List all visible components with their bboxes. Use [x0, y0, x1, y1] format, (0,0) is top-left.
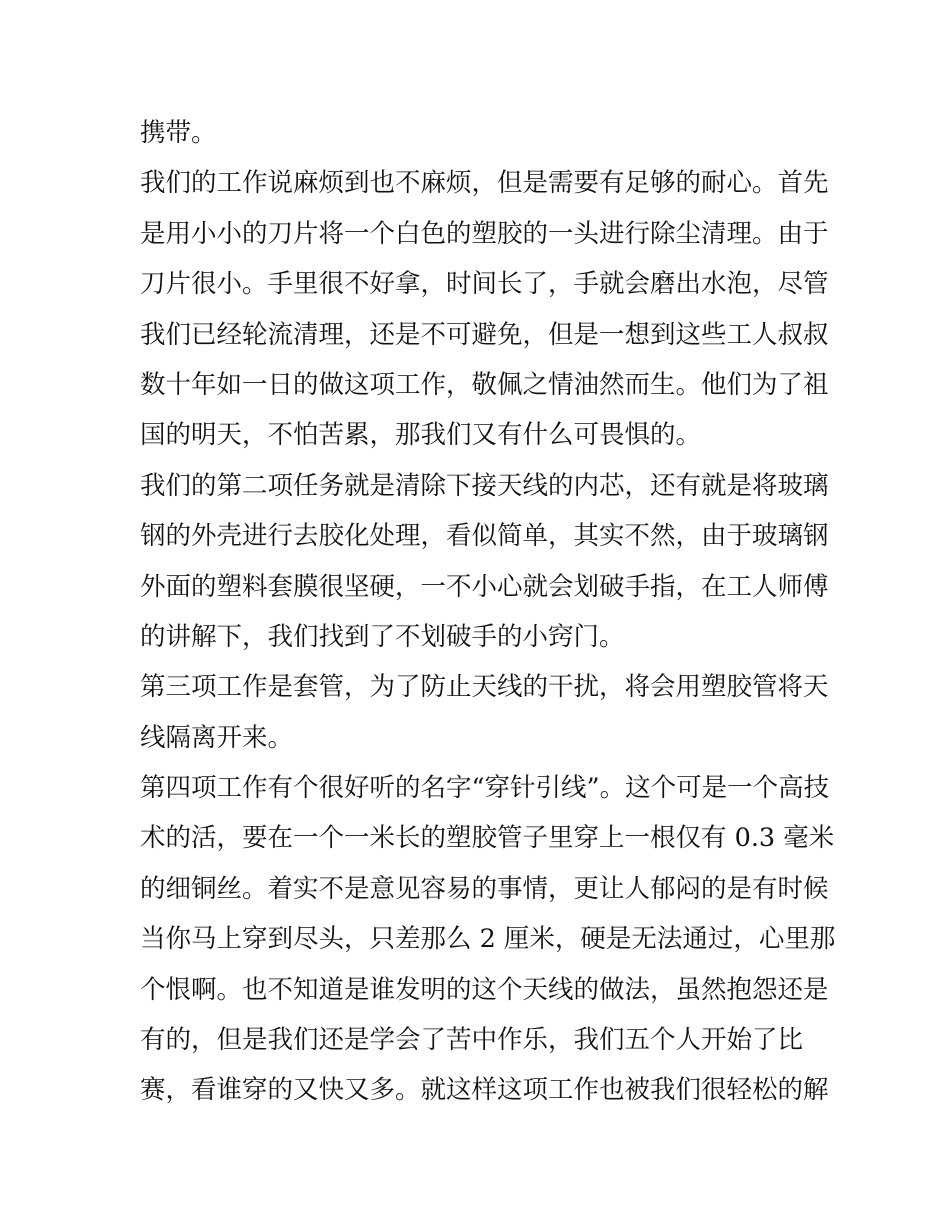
text-line: 术的活，要在一个一米长的塑胶管子里穿上一根仅有 0.3 毫米 — [140, 823, 835, 854]
text-line: 钢的外壳进行去胶化处理，看似简单，其实不然，由于玻璃钢 — [140, 521, 829, 552]
text-line: 数十年如一日的做这项工作，敬佩之情油然而生。他们为了祖 — [140, 369, 829, 400]
body-text — [140, 108, 836, 1116]
text-line: 赛，看谁穿的又快又多。就这样这项工作也被我们很轻松的解 — [140, 1075, 829, 1106]
text-line: 第三项工作是套管，为了防止天线的干扰，将会用塑胶管将天 — [140, 672, 829, 703]
text-line: 我们的工作说麻烦到也不麻烦，但是需要有足够的耐心。首先 — [140, 168, 829, 199]
text-line: 第四项工作有个很好听的名字“穿针引线”。这个可是一个高技 — [140, 773, 830, 804]
text-line: 刀片很小。手里很不好拿，时间长了，手就会磨出水泡，尽管 — [140, 269, 829, 300]
text-line: 线隔离开来。 — [140, 722, 294, 753]
text-line: 的细铜丝。着实不是意见容易的事情，更让人郁闷的是有时候 — [140, 873, 829, 904]
text-line: 我们的第二项任务就是清除下接天线的内芯，还有就是将玻璃 — [140, 470, 829, 501]
text-line: 我们已经轮流清理，还是不可避免，但是一想到这些工人叔叔 — [140, 319, 829, 350]
text-line: 当你马上穿到尽头，只差那么 2 厘米，硬是无法通过，心里那 — [140, 924, 836, 955]
text-line: 有的，但是我们还是学会了苦中作乐，我们五个人开始了比 — [140, 1025, 804, 1056]
text-line: 外面的塑料套膜很坚硬，一不小心就会划破手指，在工人师傅 — [140, 571, 829, 602]
text-line: 个恨啊。也不知道是谁发明的这个天线的做法，虽然抱怨还是 — [140, 974, 829, 1005]
text-line: 的讲解下，我们找到了不划破手的小窍门。 — [140, 621, 625, 652]
text-line: 国的明天，不怕苦累，那我们又有什么可畏惧的。 — [140, 420, 702, 451]
text-line: 携带。 — [140, 118, 217, 148]
text-line: 是用小小的刀片将一个白色的塑胶的一头进行除尘清理。由于 — [140, 218, 829, 249]
